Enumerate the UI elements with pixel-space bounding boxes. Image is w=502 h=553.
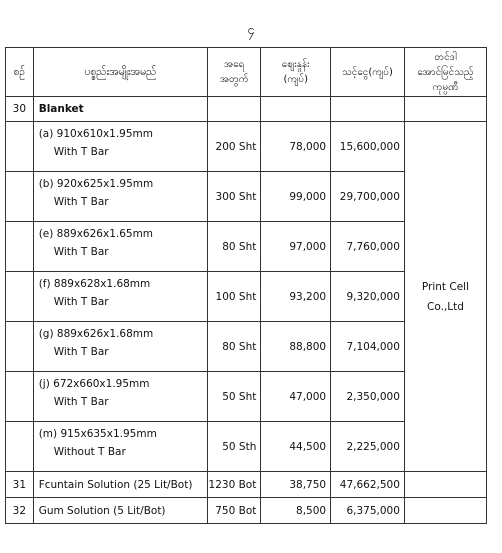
row-number-cell xyxy=(6,172,34,222)
row-number-cell xyxy=(6,322,34,372)
item-spec: (g) 889x626x1.68mm xyxy=(38,328,154,340)
item-total: 15,600,000 xyxy=(331,122,405,172)
item-total: 9,320,000 xyxy=(331,272,405,322)
item-price: 97,000 xyxy=(261,222,331,272)
item-total: 2,350,000 xyxy=(331,372,405,422)
row-number: 32 xyxy=(6,498,34,524)
item-total: 29,700,000 xyxy=(331,172,405,222)
item-description xyxy=(33,372,207,422)
section-row xyxy=(6,97,487,122)
header-qty: အရေ အတွက် xyxy=(208,48,261,97)
item-price: 88,800 xyxy=(261,322,331,372)
header-total: သင့်ငွေ(ကျပ်) xyxy=(331,48,405,97)
item-quantity: 50 Sht xyxy=(208,372,261,422)
item-price: 44,500 xyxy=(261,422,331,472)
item-quantity: 50 Sth xyxy=(208,422,261,472)
item-spec: (m) 915x635x1.95mm xyxy=(38,428,157,440)
item-total: 7,760,000 xyxy=(331,222,405,272)
row-number-cell xyxy=(6,222,34,272)
item-total: 6,375,000 xyxy=(331,498,405,524)
item-price: 8,500 xyxy=(261,498,331,524)
item-total: 47,662,500 xyxy=(331,472,405,498)
page-number: ၄ xyxy=(247,23,255,38)
section-title: Blanket xyxy=(33,97,207,122)
item-description xyxy=(33,322,207,372)
table-row xyxy=(6,472,487,498)
item-total: 2,225,000 xyxy=(331,422,405,472)
item-variant: With T Bar xyxy=(53,396,109,408)
item-total: 7,104,000 xyxy=(331,322,405,372)
header-no: စဉ် xyxy=(6,48,34,97)
item-quantity: 1230 Bot xyxy=(208,472,261,498)
item-spec: (a) 910x610x1.95mm xyxy=(38,128,153,140)
header-price: ဈေးနှုန်း (ကျပ်) xyxy=(261,48,331,97)
item-description: Fcuntain Solution (25 Lit/Bot) xyxy=(33,472,207,498)
item-variant: Without T Bar xyxy=(53,446,126,458)
item-description: Gum Solution (5 Lit/Bot) xyxy=(33,498,207,524)
header-vendor: တင်ဒါ အောင်မြင်သည့် ကုမ္ပဏီ xyxy=(404,48,486,97)
item-spec: (j) 672x660x1.95mm xyxy=(38,378,150,390)
vendor-name-line2: Co.,Ltd xyxy=(427,300,464,313)
item-quantity: 80 Sht xyxy=(208,222,261,272)
table-row xyxy=(6,498,487,524)
item-price: 93,200 xyxy=(261,272,331,322)
table-row xyxy=(6,122,487,172)
item-description xyxy=(33,172,207,222)
item-quantity: 200 Sht xyxy=(208,122,261,172)
vendor-empty-cell xyxy=(404,472,486,498)
item-spec: (f) 889x628x1.68mm xyxy=(38,278,151,290)
item-price: 78,000 xyxy=(261,122,331,172)
row-number-cell xyxy=(6,122,34,172)
item-price: 99,000 xyxy=(261,172,331,222)
row-number-cell xyxy=(6,272,34,322)
item-quantity: 100 Sht xyxy=(208,272,261,322)
header-row xyxy=(6,48,487,97)
item-variant: With T Bar xyxy=(53,346,109,358)
item-quantity: 80 Sht xyxy=(208,322,261,372)
section-number: 30 xyxy=(6,97,34,122)
item-description xyxy=(33,122,207,172)
item-quantity: 750 Bot xyxy=(208,498,261,524)
item-variant: With T Bar xyxy=(53,196,109,208)
tender-table xyxy=(5,47,487,524)
item-variant: With T Bar xyxy=(53,246,109,258)
vendor-empty-cell xyxy=(404,498,486,524)
item-spec: (e) 889x626x1.65mm xyxy=(38,228,154,240)
vendor-cell xyxy=(404,122,486,472)
item-quantity: 300 Sht xyxy=(208,172,261,222)
item-price: 38,750 xyxy=(261,472,331,498)
item-spec: (b) 920x625x1.95mm xyxy=(38,178,154,190)
header-item: ပစ္စည်းအမျိုးအမည် xyxy=(33,48,207,97)
item-description xyxy=(33,222,207,272)
item-variant: With T Bar xyxy=(53,146,109,158)
item-price: 47,000 xyxy=(261,372,331,422)
vendor-name-line1: Print Cell xyxy=(421,280,470,293)
item-variant: With T Bar xyxy=(53,296,109,308)
item-description xyxy=(33,422,207,472)
row-number-cell xyxy=(6,372,34,422)
item-description xyxy=(33,272,207,322)
row-number: 31 xyxy=(6,472,34,498)
row-number-cell xyxy=(6,422,34,472)
